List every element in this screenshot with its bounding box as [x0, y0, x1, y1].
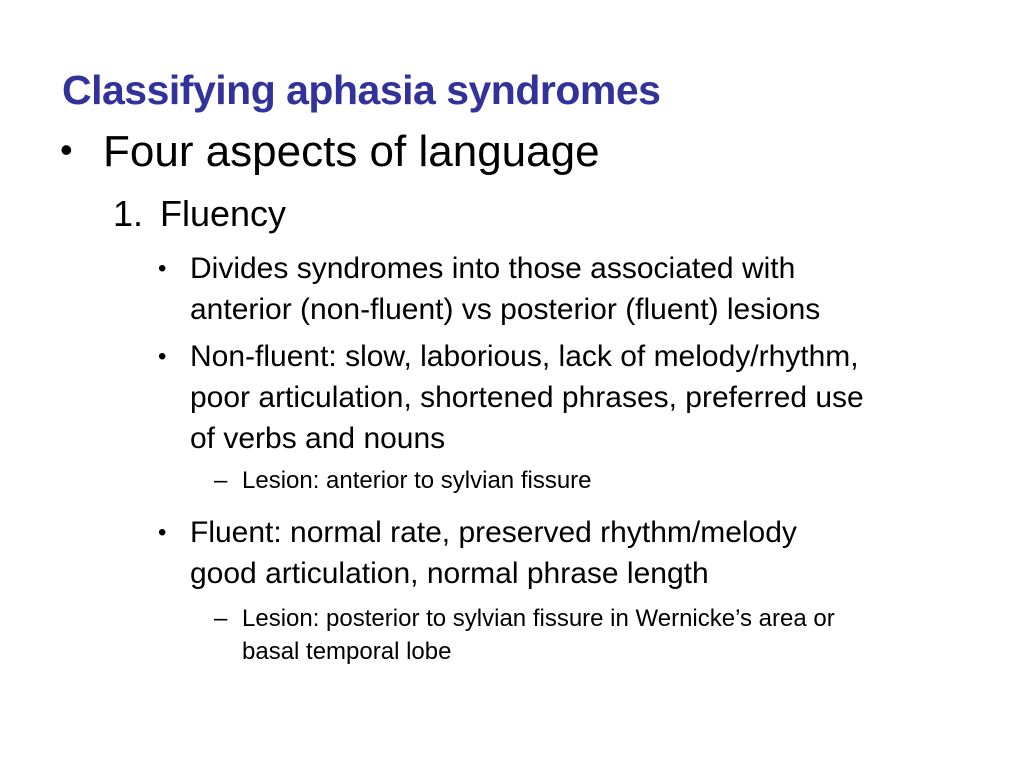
dash-text	[242, 464, 592, 497]
bullet-text	[190, 248, 820, 330]
bullet-marker: •	[158, 255, 167, 282]
bullet-text-line: good articulation, normal phrase length	[190, 557, 709, 590]
bullet-item-fluent	[158, 512, 797, 594]
numbered-text-line: Fluency	[160, 193, 287, 234]
bullet-text	[190, 336, 864, 459]
bullet-item-level1	[60, 126, 600, 179]
numbered-item	[113, 192, 286, 235]
bullet-text-line: Divides syndromes into those associated with	[190, 252, 796, 285]
bullet-marker: •	[60, 129, 73, 171]
bullet-text	[103, 126, 600, 179]
slide-title: Classifying aphasia syndromes	[62, 67, 661, 113]
bullet-text-line: of verbs and nouns	[190, 422, 446, 455]
bullet-text-line: Non-fluent: slow, laborious, lack of melody/rhythm,	[190, 340, 859, 373]
dash-text-line: basal temporal lobe	[242, 638, 452, 665]
dash-text	[242, 602, 835, 668]
number-marker: 1.	[113, 193, 144, 234]
dash-marker: –	[214, 467, 228, 494]
bullet-item-nonfluent	[158, 336, 864, 459]
dash-item-lesion-posterior	[214, 602, 835, 668]
bullet-text-line: poor articulation, shortened phrases, preferred use	[190, 381, 864, 414]
bullet-text	[190, 512, 797, 594]
bullet-text-line: Four aspects of language	[103, 127, 600, 176]
bullet-text-line: anterior (non-fluent) vs posterior (fluent) lesions	[190, 293, 821, 326]
numbered-text	[160, 192, 286, 235]
bullet-marker: •	[158, 519, 167, 546]
dash-marker: –	[214, 605, 228, 632]
dash-text-line: Lesion: posterior to sylvian fissure in Wernicke’s area or	[242, 605, 835, 632]
dash-item-lesion-anterior	[214, 464, 592, 497]
bullet-item-divides	[158, 248, 820, 330]
bullet-marker: •	[158, 343, 167, 370]
dash-text-line: Lesion: anterior to sylvian fissure	[242, 467, 592, 494]
bullet-text-line: Fluent: normal rate, preserved rhythm/melody	[190, 516, 797, 549]
